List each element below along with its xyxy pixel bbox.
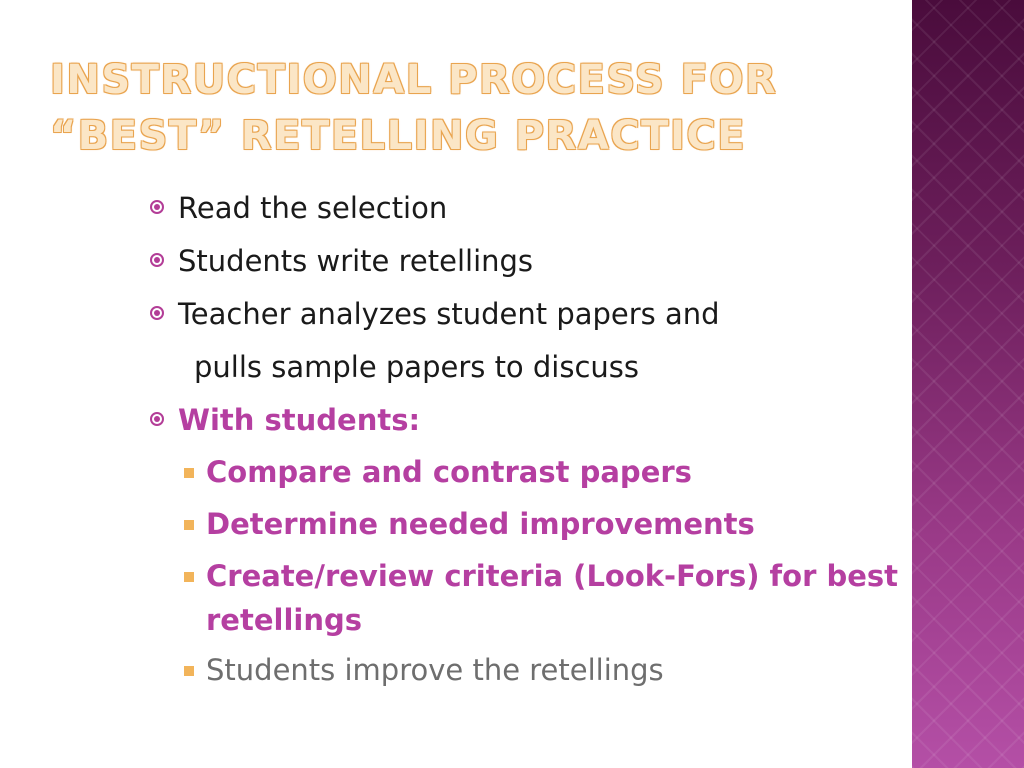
slide-title-line-1: INSTRUCTIONAL PROCESS FOR: [50, 57, 778, 103]
bullet-text: With students:: [178, 403, 421, 437]
square-bullet-icon: [184, 468, 194, 478]
square-bullet-icon: [184, 520, 194, 530]
sub-bullet-improve-retellings: [206, 650, 664, 690]
circle-bullet-icon: [150, 253, 164, 267]
sub-bullet-text: Compare and contrast papers: [206, 455, 692, 489]
sub-bullet-improvements: [206, 504, 755, 544]
bullet-item-continuation: [194, 347, 639, 387]
bullet-item-write-retellings: [178, 241, 533, 281]
bullet-text: pulls sample papers to discuss: [194, 350, 640, 384]
bullet-item-read-selection: [178, 188, 447, 228]
circle-bullet-icon: [150, 412, 164, 426]
sub-bullet-compare-contrast: [206, 452, 692, 492]
bullet-item-teacher-analyzes: [178, 294, 720, 334]
circle-bullet-icon: [150, 306, 164, 320]
decorative-side-band: [912, 0, 1024, 768]
sub-bullet-text: Determine needed improvements: [206, 507, 755, 541]
bullet-item-with-students: [178, 400, 420, 440]
circle-bullet-icon: [150, 200, 164, 214]
square-bullet-icon: [184, 666, 194, 676]
sub-bullet-text: Create/review criteria (Look-Fors) for best: [206, 559, 899, 593]
bullet-text: Teacher analyzes student papers and: [178, 297, 720, 331]
slide-title-line-2: “BEST” RETELLING PRACTICE: [50, 113, 747, 159]
bullet-text: Students write retellings: [178, 244, 534, 278]
square-bullet-icon: [184, 572, 194, 582]
sub-bullet-criteria: [206, 556, 898, 596]
sub-bullet-text: retellings: [206, 603, 362, 637]
sub-bullet-text: Students improve the retellings: [206, 653, 664, 687]
sub-bullet-continuation: [206, 600, 362, 640]
bullet-text: Read the selection: [178, 191, 448, 225]
